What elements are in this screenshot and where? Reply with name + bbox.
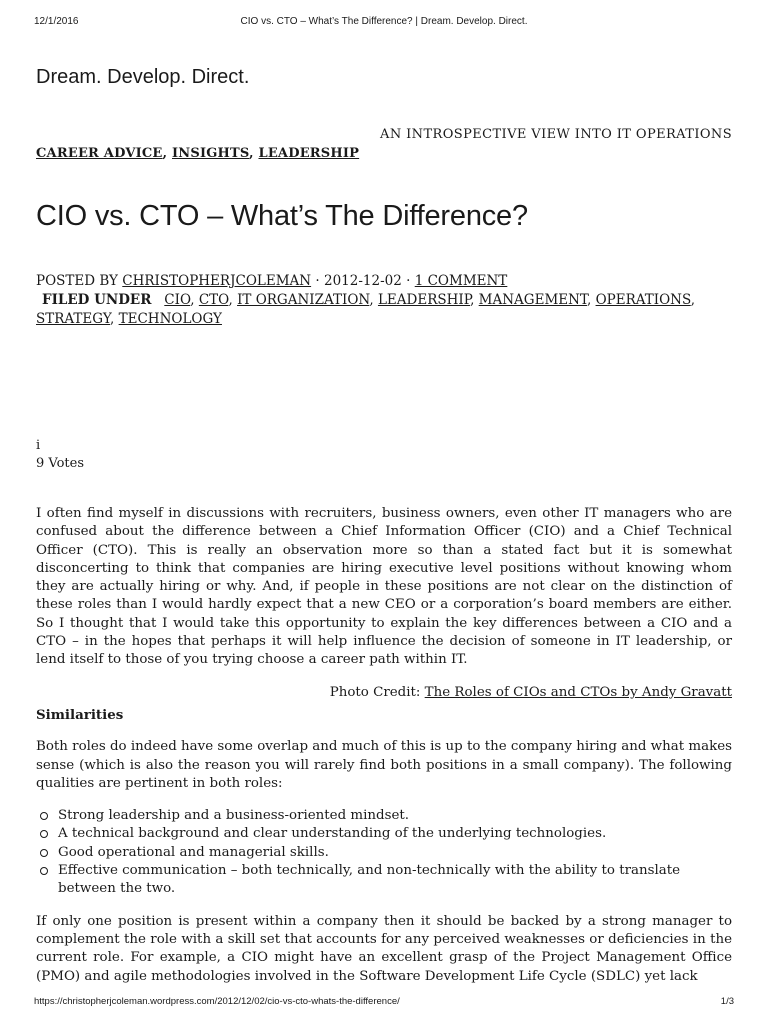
- list-item: [58, 844, 732, 862]
- rating-info-icon[interactable]: i: [36, 438, 41, 453]
- tag-link-operations[interactable]: OPERATIONS: [595, 292, 691, 308]
- list-item: [58, 862, 732, 899]
- meta-separator: ·: [315, 273, 320, 289]
- page-url: https://christopherjcoleman.wordpress.com/2012/12/02/cio-vs-cto-whats-the-difference/: [34, 996, 400, 1007]
- print-footer: [34, 996, 734, 1010]
- comments-link[interactable]: 1 COMMENT: [414, 273, 508, 289]
- post-content: [36, 505, 732, 1000]
- rating-widget: [36, 437, 84, 473]
- list-item: [58, 825, 732, 843]
- category-nav: CAREER ADVICE, INSIGHTS, LEADERSHIP: [36, 146, 360, 161]
- tag-link-leadership[interactable]: LEADERSHIP: [377, 292, 471, 308]
- list-item-text: Strong leadership and a business-oriented mindset.: [58, 808, 410, 824]
- list-item-text: Good operational and managerial skills.: [58, 844, 329, 860]
- tag-link-technology[interactable]: TECHNOLOGY: [118, 311, 222, 327]
- post-meta: [36, 272, 736, 329]
- list-item-text: Effective communication – both technically, and non-technically with the ability to translate between the two.: [58, 863, 681, 897]
- bullet-circle-icon: [40, 867, 48, 875]
- similarities-paragraph: Both roles do indeed have some overlap and much of this is up to the company hiring and what makes sense (which is also the reason you will rarely find both positions in a small company). The following qualities are pertinent in both roles:: [36, 739, 732, 791]
- category-link-leadership[interactable]: LEADERSHIP: [258, 146, 360, 161]
- list-item-text: A technical background and clear understanding of the underlying technologies.: [58, 826, 607, 842]
- print-header: [34, 16, 734, 30]
- category-link-insights[interactable]: INSIGHTS: [172, 146, 250, 161]
- bullet-circle-icon: [40, 849, 48, 857]
- tag-link-it-organization[interactable]: IT ORGANIZATION: [237, 292, 370, 308]
- page-number: 1/3: [720, 996, 734, 1007]
- post-title: CIO vs. CTO – What’s The Difference?: [36, 200, 528, 232]
- post-date: 2012-12-02: [323, 273, 402, 289]
- tag-link-cio[interactable]: CIO: [164, 292, 191, 308]
- vote-count: 9 Votes: [36, 456, 85, 471]
- tag-link-cto[interactable]: CTO: [198, 292, 229, 308]
- closing-paragraph: If only one position is present within a company then it should be backed by a strong manager to complement the role with a skill set that accounts for any perceived weaknesses or deficiencies in the current role. For example, a CIO might have an excellent grasp of the Project Management Office (PMO) and agile methodologies involved in the Software Development Life Cycle (SDLC) yet lack: [36, 913, 732, 984]
- category-link-career-advice[interactable]: CAREER ADVICE: [36, 146, 163, 161]
- tag-link-strategy[interactable]: STRATEGY: [36, 311, 111, 327]
- filed-under-label: FILED UNDER: [42, 292, 152, 308]
- posted-by-label: POSTED BY: [36, 273, 118, 289]
- bullet-circle-icon: [40, 812, 48, 820]
- intro-paragraph: I often find myself in discussions with recruiters, business owners, even other IT managers who are confused about the difference between a Chief Information Officer (CIO) and a Chief Technical Officer (CTO). This is really an observation more so than a stated fact but it is somewhat disconcerting to think that companies are hiring executive level positions without knowing whom they are actually hiring or why. And, if people in these positions are not clear on the distinction of these roles than I would hardly expect that a new CEO or a corporation’s board members are either. So I thought that I would take this opportunity to explain the key differences between a CIO and a CTO – in the hopes that perhaps it will help influence the decision of someone in IT leadership, or lend itself to those of you trying choose a career path within IT.: [36, 506, 732, 668]
- photo-credit: [36, 684, 732, 702]
- bullet-circle-icon: [40, 830, 48, 838]
- site-tagline: AN INTROSPECTIVE VIEW INTO IT OPERATIONS: [380, 127, 732, 142]
- meta-separator: ·: [406, 273, 411, 289]
- qualities-list: [36, 807, 732, 898]
- list-item: [58, 807, 732, 825]
- similarities-heading: Similarities: [36, 706, 124, 723]
- print-page-title: CIO vs. CTO – What’s The Difference? | Dream. Develop. Direct.: [240, 16, 528, 27]
- site-title[interactable]: Dream. Develop. Direct.: [36, 66, 250, 88]
- filed-under: FILED UNDER CIO, CTO, IT ORGANIZATION, LEADERSHIP, MANAGEMENT, OPERATIONS, STRATEGY, TECHNOLOGY: [36, 292, 696, 327]
- photo-credit-link[interactable]: The Roles of CIOs and CTOs by Andy Gravatt: [424, 684, 732, 700]
- author-link[interactable]: CHRISTOPHERJCOLEMAN: [122, 273, 312, 289]
- byline: [36, 272, 736, 291]
- print-date: 12/1/2016: [34, 16, 79, 27]
- photo-credit-label: Photo Credit:: [329, 684, 421, 700]
- tag-link-management[interactable]: MANAGEMENT: [478, 292, 587, 308]
